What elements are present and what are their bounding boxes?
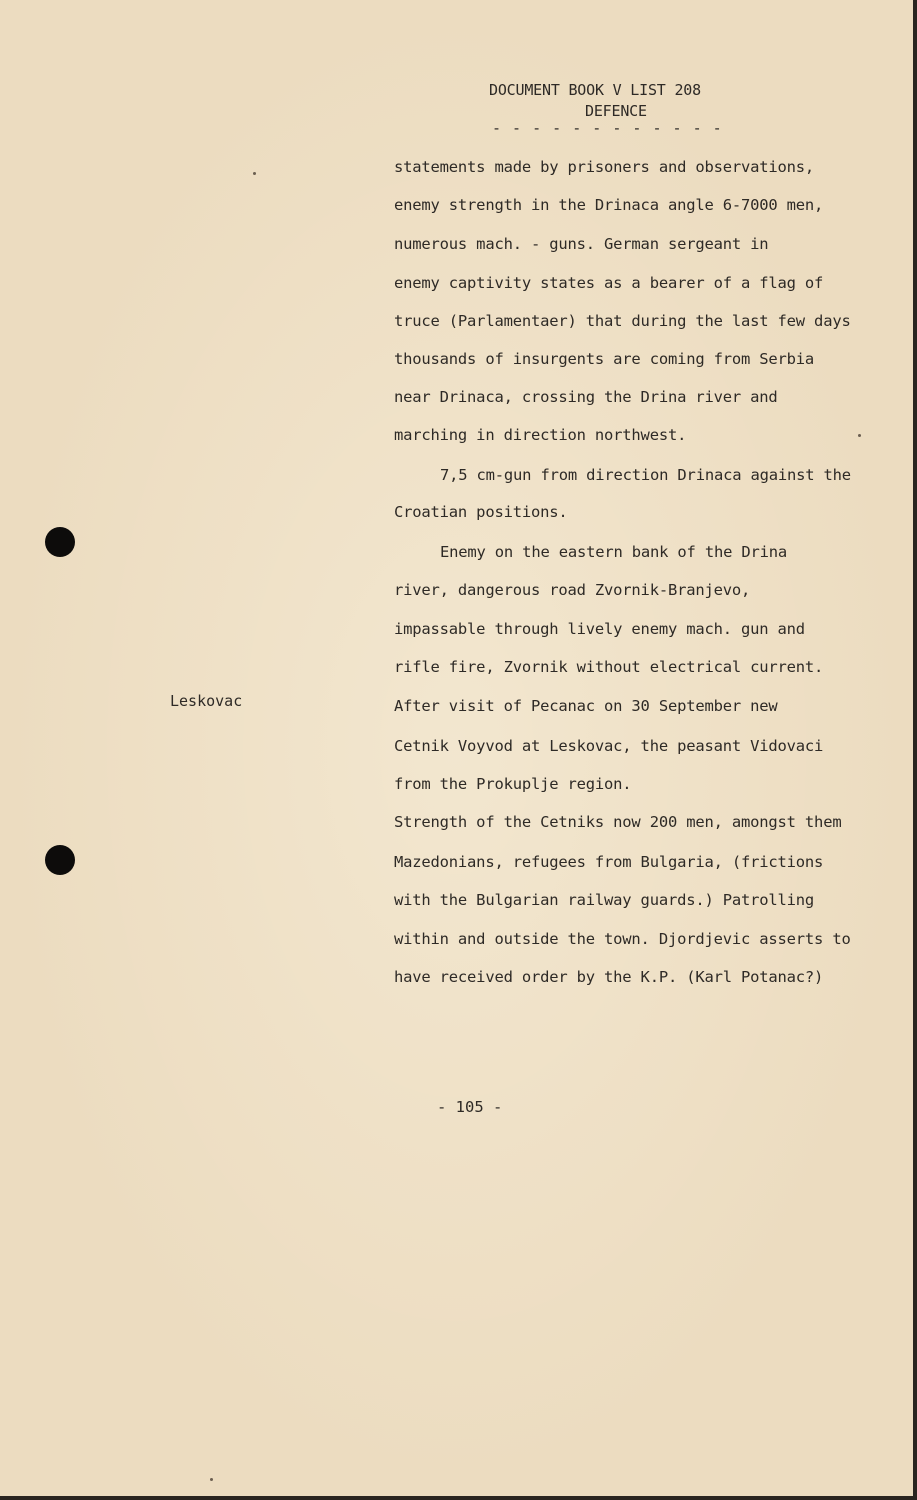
body-text-line: enemy strength in the Drinaca angle 6-7000 men, xyxy=(394,196,824,214)
body-text-line: with the Bulgarian railway guards.) Patrolling xyxy=(394,891,815,909)
paper-speck xyxy=(210,1478,213,1481)
body-text-line: statements made by prisoners and observations, xyxy=(394,158,815,176)
paper-speck xyxy=(858,434,861,437)
body-text-line: thousands of insurgents are coming from Serbia xyxy=(394,350,815,368)
body-text-line: Cetnik Voyvod at Leskovac, the peasant Vidovaci xyxy=(394,737,824,755)
document-header-subtitle: DEFENCE xyxy=(585,102,647,120)
body-text-line: Mazedonians, refugees from Bulgaria, (frictions xyxy=(394,853,824,871)
body-text-line: Strength of the Cetniks now 200 men, amongst them xyxy=(394,813,842,831)
body-text-line: have received order by the K.P. (Karl Potanac?) xyxy=(394,968,824,986)
document-header-title: DOCUMENT BOOK V LIST 208 xyxy=(489,81,701,99)
body-text-line: marching in direction northwest. xyxy=(394,426,687,444)
margin-note-leskovac: Leskovac xyxy=(170,692,243,710)
paper-speck xyxy=(253,172,256,175)
body-text-line: near Drinaca, crossing the Drina river and xyxy=(394,388,778,406)
body-text-line: After visit of Pecanac on 30 September new xyxy=(394,697,778,715)
header-dash-rule: - - - - - - - - - - - - xyxy=(492,119,723,137)
body-text-line: within and outside the town. Djordjevic asserts to xyxy=(394,930,851,948)
body-text-line: 7,5 cm-gun from direction Drinaca against the xyxy=(440,466,851,484)
body-text-line: impassable through lively enemy mach. gun and xyxy=(394,620,805,638)
body-text-line: truce (Parlamentaer) that during the last few days xyxy=(394,312,851,330)
body-text-line: enemy captivity states as a bearer of a flag of xyxy=(394,274,824,292)
punch-hole xyxy=(45,845,75,875)
body-text-line: from the Prokuplje region. xyxy=(394,775,632,793)
body-text-line: numerous mach. - guns. German sergeant in xyxy=(394,235,769,253)
body-text-line: river, dangerous road Zvornik-Branjevo, xyxy=(394,581,751,599)
page-number: - 105 - xyxy=(437,1098,503,1116)
punch-hole xyxy=(45,527,75,557)
body-text-line: Enemy on the eastern bank of the Drina xyxy=(440,543,788,561)
body-text-line: rifle fire, Zvornik without electrical current. xyxy=(394,658,824,676)
body-text-line: Croatian positions. xyxy=(394,503,568,521)
